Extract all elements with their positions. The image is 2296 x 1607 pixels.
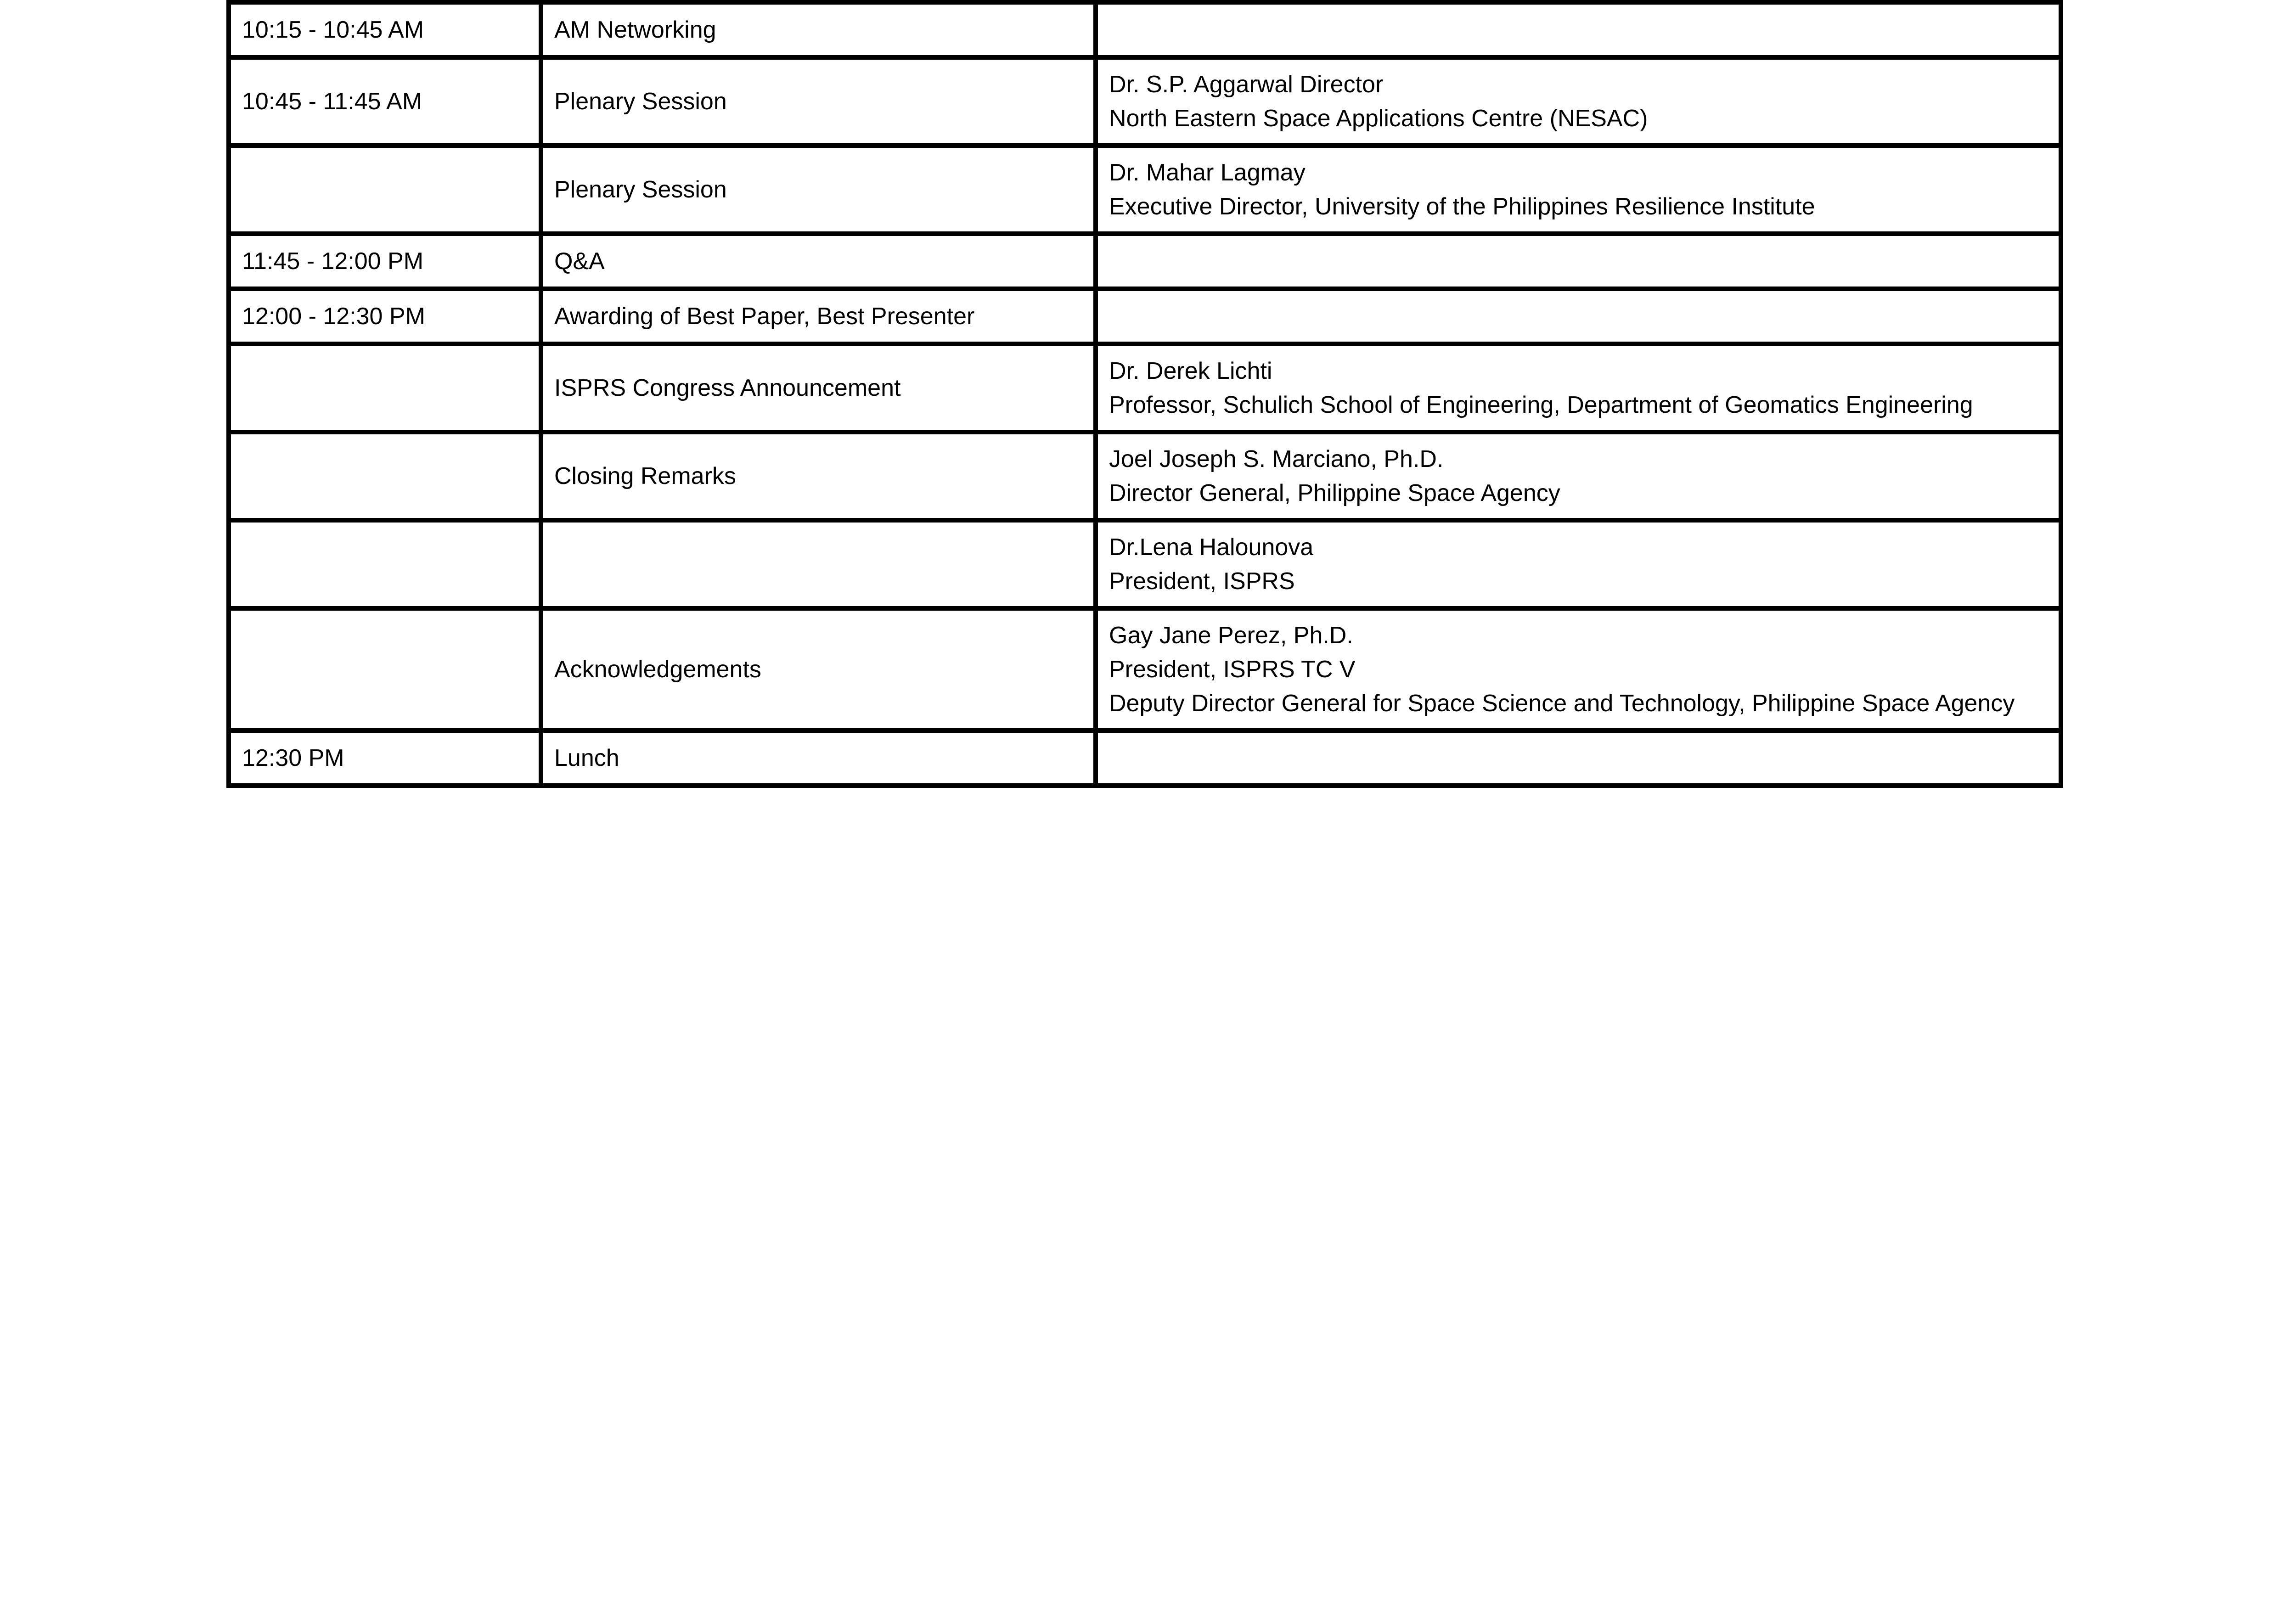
table-row [229, 608, 2061, 730]
program-schedule-table [226, 0, 2063, 788]
table-row [229, 432, 2061, 520]
time-cell: 10:15 - 10:45 AM [229, 2, 541, 57]
table-row [229, 234, 2061, 289]
speaker-name: Dr. Mahar Lagmay [1109, 159, 1306, 186]
time-cell: 12:00 - 12:30 PM [229, 289, 541, 344]
speaker-cell [1096, 432, 2061, 520]
speaker-name: Joel Joseph S. Marciano, Ph.D. [1109, 446, 1444, 472]
time-cell: 12:30 PM [229, 730, 541, 786]
speaker-affiliation: North Eastern Space Applications Centre (NESAC) [1109, 105, 1648, 132]
speaker-affiliation: Executive Director, University of the Philippines Resilience Institute [1109, 193, 1815, 220]
speaker-name: Dr. Derek Lichti [1109, 358, 1272, 384]
time-cell [229, 520, 541, 608]
event-cell: Plenary Session [541, 146, 1096, 234]
speaker-cell [1096, 289, 2061, 344]
speaker-name: Dr. S.P. Aggarwal Director [1109, 71, 1384, 98]
table-row [229, 289, 2061, 344]
table-row [229, 730, 2061, 786]
speaker-cell [1096, 608, 2061, 730]
speaker-name: Dr.Lena Halounova [1109, 534, 1314, 561]
speaker-cell [1096, 730, 2061, 786]
event-cell: AM Networking [541, 2, 1096, 57]
time-cell [229, 608, 541, 730]
event-cell [541, 520, 1096, 608]
speaker-name: Gay Jane Perez, Ph.D. [1109, 622, 1353, 649]
time-cell [229, 432, 541, 520]
speaker-affiliation: President, ISPRS [1109, 568, 1295, 595]
table-row [229, 57, 2061, 146]
event-cell: Q&A [541, 234, 1096, 289]
table-row [229, 146, 2061, 234]
time-cell: 10:45 - 11:45 AM [229, 57, 541, 146]
speaker-cell [1096, 2, 2061, 57]
event-cell: Closing Remarks [541, 432, 1096, 520]
speaker-affiliation: Director General, Philippine Space Agency [1109, 480, 1560, 506]
speaker-cell [1096, 234, 2061, 289]
speaker-affiliation: Professor, Schulich School of Engineering, Department of Geomatics Engineering [1109, 392, 1973, 418]
table-row [229, 344, 2061, 432]
event-cell: Lunch [541, 730, 1096, 786]
event-cell: Plenary Session [541, 57, 1096, 146]
speaker-affiliation: President, ISPRS TC V [1109, 656, 1356, 683]
table-row [229, 520, 2061, 608]
speaker-affiliation: Deputy Director General for Space Science and Technology, Philippine Space Agency [1109, 690, 2015, 717]
speaker-cell [1096, 146, 2061, 234]
table-row [229, 2, 2061, 57]
time-cell [229, 344, 541, 432]
event-cell: Acknowledgements [541, 608, 1096, 730]
time-cell: 11:45 - 12:00 PM [229, 234, 541, 289]
time-cell [229, 146, 541, 234]
event-cell: Awarding of Best Paper, Best Presenter [541, 289, 1096, 344]
speaker-cell [1096, 520, 2061, 608]
speaker-cell [1096, 57, 2061, 146]
speaker-cell [1096, 344, 2061, 432]
event-cell: ISPRS Congress Announcement [541, 344, 1096, 432]
